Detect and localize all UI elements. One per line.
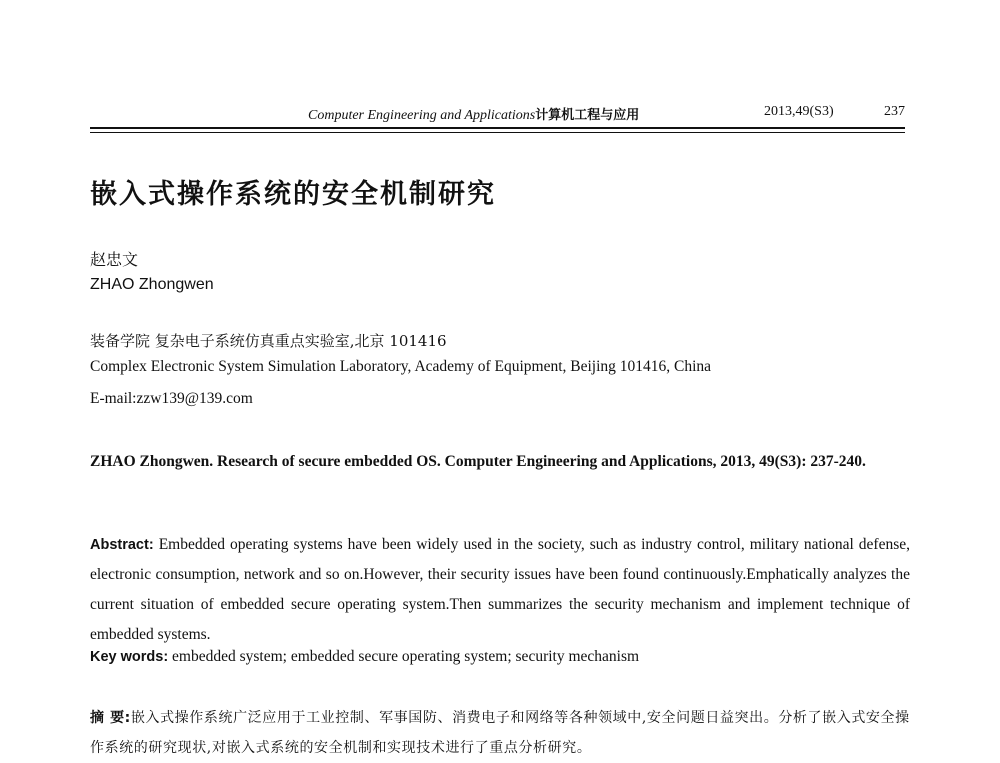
running-header-journal <box>308 104 639 124</box>
keywords-text: embedded system; embedded secure operating system; security mechanism <box>172 648 640 665</box>
keywords-label: Key words: <box>90 649 169 665</box>
abstract-text: Embedded operating systems have been widely used in the society, such as industry control, military national defense, electronic consumption, network and so on.However, their security issues have been found continuously.Emphatically analyzes the current situation of embedded secure operating system.Then summarizes the security mechanism and implement technique of embedded systems. <box>90 536 911 643</box>
abstract-en <box>90 530 910 650</box>
citation: ZHAO Zhongwen. Research of secure embedded OS. Computer Engineering and Applications, 2013, 49(S3): 237-240. <box>90 453 866 470</box>
author-email: E-mail:zzw139@139.com <box>90 390 253 407</box>
abstract-cn <box>90 703 912 763</box>
affiliation-en: Complex Electronic System Simulation Laboratory, Academy of Equipment, Beijing 101416, China <box>90 358 712 375</box>
keywords <box>90 648 910 666</box>
author-name-en: ZHAO Zhongwen <box>90 276 214 293</box>
journal-name-en: Computer Engineering and Applications <box>308 108 536 123</box>
abstract-cn-text: 嵌入式操作系统广泛应用于工业控制、军事国防、消费电子和网络等各种领域中,安全问题日益突出。分析了嵌入式安全操作系统的研究现状,对嵌入式系统的安全机制和实现技术进行了重点分析研究。 <box>90 710 910 756</box>
header-rule-thin <box>90 132 905 133</box>
affiliation-cn: 装备学院 复杂电子系统仿真重点实验室,北京 101416 <box>90 332 447 350</box>
author-name-cn: 赵忠文 <box>90 250 139 269</box>
paper-title: 嵌入式操作系统的安全机制研究 <box>90 179 496 210</box>
abstract-label: Abstract: <box>90 537 154 553</box>
header-rule-thick <box>90 127 905 129</box>
running-header-volume: 2013,49(S3) <box>764 104 834 119</box>
page-number: 237 <box>884 104 905 119</box>
journal-name-cn: 计算机工程与应用 <box>535 108 640 123</box>
abstract-cn-label: 摘 要: <box>90 710 131 726</box>
